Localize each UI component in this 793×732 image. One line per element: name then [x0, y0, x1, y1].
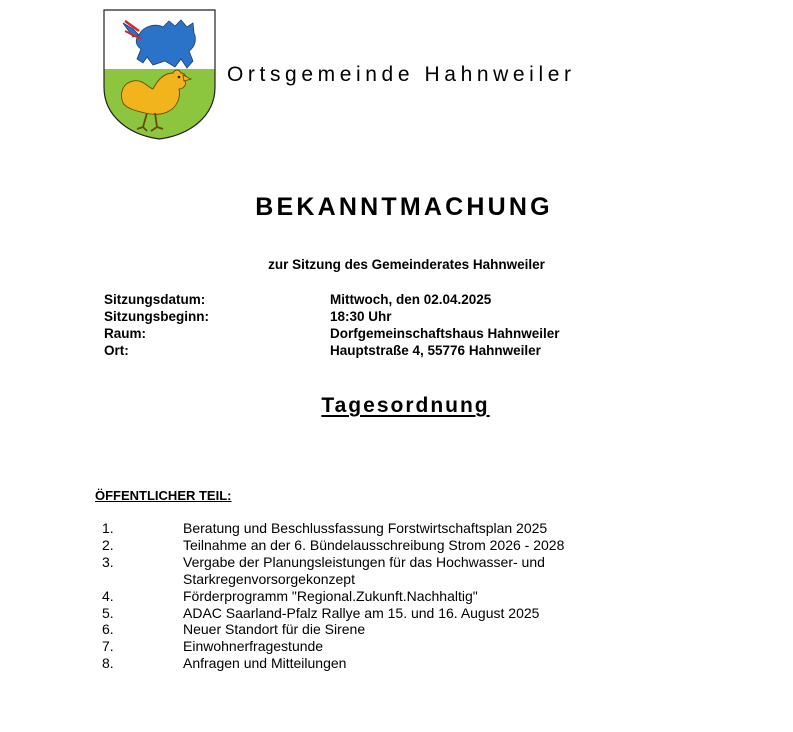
- agenda-item-number: 6.: [102, 621, 114, 638]
- agenda-heading-text: Tagesordnung: [321, 394, 490, 417]
- agenda-item-number: 8.: [102, 655, 114, 672]
- agenda-item-text: ADAC Saarland-Pfalz Rallye am 15. und 16. August 2025: [183, 604, 540, 621]
- agenda-heading: [0, 394, 793, 418]
- agenda-item: [102, 605, 583, 622]
- agenda-item: [102, 638, 583, 655]
- agenda-item-text: Neuer Standort für die Sirene: [183, 621, 366, 638]
- agenda-item-number: 3.: [102, 553, 114, 570]
- agenda-item: [102, 554, 583, 588]
- public-section-label: ÖFFENTLICHER TEIL:: [95, 488, 232, 503]
- detail-value: Mittwoch, den 02.04.2025: [330, 292, 492, 307]
- detail-value: Dorfgemeinschaftshaus Hahnweiler: [330, 326, 560, 341]
- agenda-item-number: 5.: [102, 604, 114, 621]
- agenda-item: [102, 520, 583, 537]
- agenda-item-number: 1.: [102, 520, 114, 536]
- detail-value: 18:30 Uhr: [330, 309, 392, 324]
- meeting-detail-start: [104, 308, 560, 325]
- detail-label: Ort:: [104, 343, 129, 358]
- agenda-item-text: Anfragen und Mitteilungen: [183, 655, 347, 672]
- meeting-detail-room: [104, 325, 560, 342]
- agenda-item-text: Förderprogramm "Regional.Zukunft.Nachhaltig": [183, 587, 478, 604]
- detail-label: Raum:: [104, 326, 147, 341]
- detail-value: Hauptstraße 4, 55776 Hahnweiler: [330, 343, 541, 358]
- agenda-item-text: Beratung und Beschlussfassung Forstwirtschaftsplan 2025: [183, 520, 548, 536]
- meeting-detail-location: [104, 342, 560, 359]
- document-subtitle: zur Sitzung des Gemeinderates Hahnweiler: [268, 257, 545, 272]
- agenda-item-text: Teilnahme an der 6. Bündelausschreibung Strom 2026 - 2028: [183, 536, 565, 553]
- agenda-item: [102, 588, 583, 605]
- agenda-list: [102, 520, 583, 672]
- agenda-item: [102, 655, 583, 672]
- document-title: BEKANNTMACHUNG: [255, 193, 553, 221]
- agenda-item-text: Einwohnerfragestunde: [183, 638, 324, 655]
- agenda-item-number: 7.: [102, 638, 114, 655]
- detail-label: Sitzungsdatum:: [104, 292, 206, 307]
- municipality-name: Ortsgemeinde Hahnweiler: [227, 63, 576, 86]
- agenda-item-text: Vergabe der Planungsleistungen für das Hochwasser- und Starkregenvorsorgekonzept: [183, 553, 545, 587]
- agenda-item: [102, 621, 583, 638]
- agenda-item-number: 2.: [102, 536, 114, 553]
- detail-label: Sitzungsbeginn:: [104, 309, 209, 324]
- agenda-item: [102, 537, 583, 554]
- coat-of-arms-icon: [103, 9, 216, 140]
- meeting-detail-date: [104, 291, 560, 308]
- meeting-details: [104, 291, 560, 359]
- agenda-item-number: 4.: [102, 587, 114, 604]
